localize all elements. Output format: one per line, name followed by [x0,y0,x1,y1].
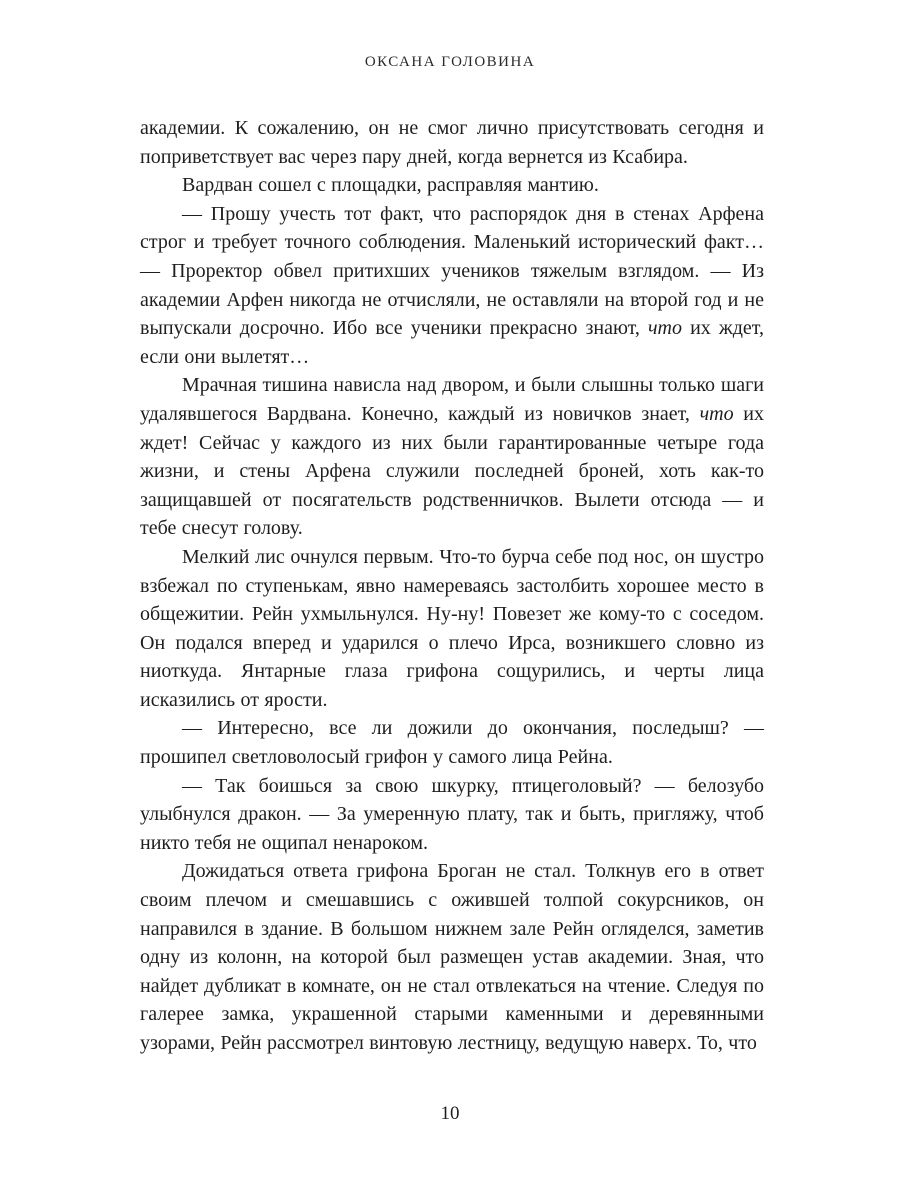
paragraph [140,200,764,372]
emphasized-text: что [647,317,682,340]
paragraph [140,371,764,543]
text-segment: — Прошу учесть тот факт, что распорядок дня в стенах Арфена строг и требует точного соблюдения. Маленький исторический факт… — Проректор обвел притихших учеников тяжелым взглядом. — Из академии Арфен никогда не отчисляли, не оставляли на второй год и не выпускали досрочно. Ибо все ученики прекрасно знают, [140,202,764,340]
paragraph [140,857,764,1057]
text-segment: — Так боишься за свою шкурку, птицеголовый? — белозубо улыбнулся дракон. — За умеренную плату, так и быть, пригляжу, чтоб никто тебя не ощипал ненароком. [140,774,764,854]
paragraph [140,543,764,715]
page-number: 10 [440,1103,460,1124]
text-segment: Мелкий лис очнулся первым. Что-то бурча себе под нос, он шустро взбежал по ступенькам, явно намереваясь застолбить хорошее место в общежитии. Рейн ухмыльнулся. Ну-ну! Повезет же кому-то с соседом. Он подался вперед и ударился о плечо Ирса, возникшего словно из ниоткуда. Янтарные глаза грифона сощурились, и черты лица исказились от ярости. [140,545,764,711]
text-segment: Дожидаться ответа грифона Броган не стал. Толкнув его в ответ своим плечом и смешавшись с ожившей толпой сокурсников, он направился в здание. В большом нижнем зале Рейн огляделся, заметив одну из колонн, на которой был размещен устав академии. Зная, что найдет дубликат в комнате, он не стал отвлекаться на чтение. Следуя по галерее замка, украшенной старыми каменными и деревянными узорами, Рейн рассмотрел винтовую лестницу, ведущую наверх. То, что [140,860,764,1054]
text-segment: Вардван сошел с площадки, расправляя мантию. [182,174,599,197]
text-segment: — Интересно, все ли дожили до окончания, последыш? — прошипел светловолосый грифон у самого лица Рейна. [140,717,764,769]
running-header-author: ОКСАНА ГОЛОВИНА [364,54,536,70]
paragraph [140,772,764,858]
paragraph [140,171,764,200]
text-segment: Мрачная тишина нависла над двором, и были слышны только шаги удалявшегося Вардвана. Конечно, каждый из новичков знает, [140,374,764,425]
emphasized-text: что [699,402,734,425]
paragraph [140,714,764,771]
text-segment: их ждет! Сейчас у каждого из них были гарантированные четыре года жизни, и стены Арфена служили последней броней, хоть как-то защищавшей от посягательств родственничков. Вылети отсюда — и тебе снесут голову. [140,402,765,540]
text-segment: их ждет, если они вылетят… [140,317,764,368]
text-segment: академии. К сожалению, он не смог лично присутствовать сегодня и поприветствует вас через пару дней, когда вернется из Ксабира. [140,117,764,168]
body-text [140,114,764,1058]
paragraph [140,114,764,171]
